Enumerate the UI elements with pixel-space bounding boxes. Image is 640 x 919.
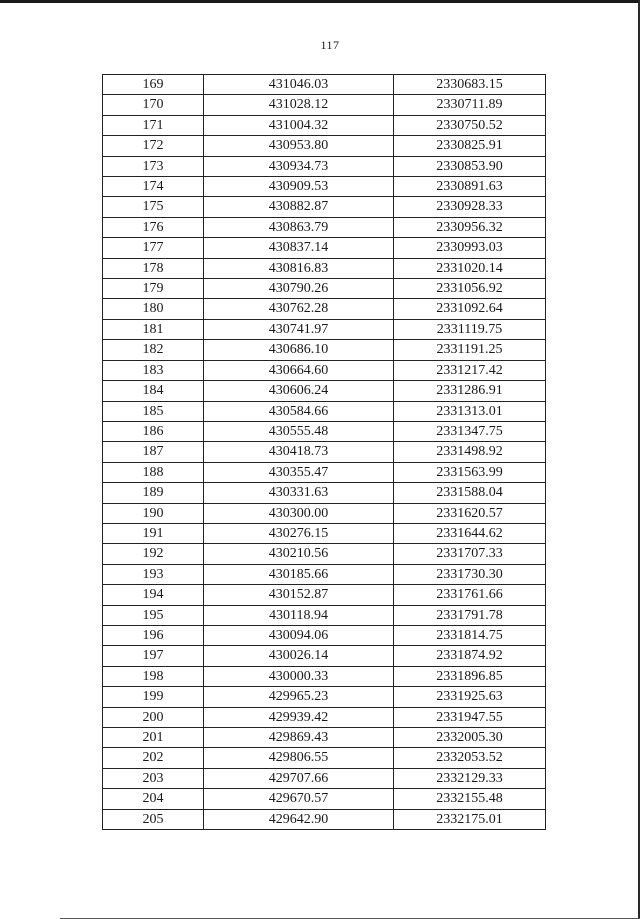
table-row [103,319,546,339]
page-number: 117 [320,38,340,52]
x-coordinate-cell: 430418.73 [204,442,394,462]
x-coordinate-cell: 430762.28 [204,299,394,319]
y-coordinate-cell: 2331620.57 [394,503,546,523]
table-row [103,381,546,401]
x-coordinate-cell: 430555.48 [204,421,394,441]
y-coordinate-cell: 2331056.92 [394,279,546,299]
point-number-cell: 197 [103,646,204,666]
x-coordinate-cell: 430210.56 [204,544,394,564]
table-row [103,585,546,605]
x-coordinate-cell: 429806.55 [204,748,394,768]
table-row [103,340,546,360]
y-coordinate-cell: 2332129.33 [394,768,546,788]
y-coordinate-cell: 2331092.64 [394,299,546,319]
point-number-cell: 199 [103,687,204,707]
y-coordinate-cell: 2331791.78 [394,605,546,625]
table-row [103,95,546,115]
table-row [103,666,546,686]
table-row [103,707,546,727]
point-number-cell: 174 [103,177,204,197]
y-coordinate-cell: 2330750.52 [394,115,546,135]
point-number-cell: 191 [103,523,204,543]
y-coordinate-cell: 2331020.14 [394,258,546,278]
x-coordinate-cell: 430934.73 [204,156,394,176]
y-coordinate-cell: 2331191.25 [394,340,546,360]
point-number-cell: 200 [103,707,204,727]
y-coordinate-cell: 2331896.85 [394,666,546,686]
y-coordinate-cell: 2331761.66 [394,585,546,605]
point-number-cell: 204 [103,789,204,809]
table-row [103,605,546,625]
point-number-cell: 170 [103,95,204,115]
x-coordinate-cell: 430741.97 [204,319,394,339]
point-number-cell: 183 [103,360,204,380]
table-row [103,75,546,95]
x-coordinate-cell: 430118.94 [204,605,394,625]
y-coordinate-cell: 2330956.32 [394,217,546,237]
point-number-cell: 179 [103,279,204,299]
page-top-edge [0,0,640,3]
x-coordinate-cell: 430790.26 [204,279,394,299]
point-number-cell: 189 [103,483,204,503]
y-coordinate-cell: 2330711.89 [394,95,546,115]
x-coordinate-cell: 429869.43 [204,728,394,748]
point-number-cell: 169 [103,75,204,95]
table-row [103,197,546,217]
coordinates-table [102,74,546,830]
table-row [103,646,546,666]
x-coordinate-cell: 430185.66 [204,564,394,584]
x-coordinate-cell: 430863.79 [204,217,394,237]
y-coordinate-cell: 2331925.63 [394,687,546,707]
table-row [103,564,546,584]
table-row [103,768,546,788]
table-row [103,789,546,809]
table-row [103,360,546,380]
table-row [103,217,546,237]
point-number-cell: 171 [103,115,204,135]
point-number-cell: 201 [103,728,204,748]
y-coordinate-cell: 2331563.99 [394,462,546,482]
table-row [103,544,546,564]
y-coordinate-cell: 2331588.04 [394,483,546,503]
x-coordinate-cell: 430152.87 [204,585,394,605]
x-coordinate-cell: 431004.32 [204,115,394,135]
point-number-cell: 185 [103,401,204,421]
point-number-cell: 202 [103,748,204,768]
y-coordinate-cell: 2330993.03 [394,238,546,258]
coordinates-table-body [103,75,546,830]
y-coordinate-cell: 2331730.30 [394,564,546,584]
x-coordinate-cell: 430276.15 [204,523,394,543]
y-coordinate-cell: 2331313.01 [394,401,546,421]
x-coordinate-cell: 430331.63 [204,483,394,503]
x-coordinate-cell: 430882.87 [204,197,394,217]
y-coordinate-cell: 2331119.75 [394,319,546,339]
x-coordinate-cell: 429642.90 [204,809,394,829]
point-number-cell: 184 [103,381,204,401]
x-coordinate-cell: 430686.10 [204,340,394,360]
y-coordinate-cell: 2332175.01 [394,809,546,829]
point-number-cell: 193 [103,564,204,584]
table-row [103,809,546,829]
y-coordinate-cell: 2331814.75 [394,625,546,645]
point-number-cell: 187 [103,442,204,462]
y-coordinate-cell: 2332155.48 [394,789,546,809]
table-row [103,421,546,441]
x-coordinate-cell: 430300.00 [204,503,394,523]
table-row [103,258,546,278]
y-coordinate-cell: 2330928.33 [394,197,546,217]
y-coordinate-cell: 2330683.15 [394,75,546,95]
table-row [103,748,546,768]
table-row [103,503,546,523]
y-coordinate-cell: 2332053.52 [394,748,546,768]
table-row [103,115,546,135]
x-coordinate-cell: 429670.57 [204,789,394,809]
x-coordinate-cell: 431028.12 [204,95,394,115]
table-row [103,523,546,543]
point-number-cell: 186 [103,421,204,441]
table-row [103,687,546,707]
y-coordinate-cell: 2331286.91 [394,381,546,401]
y-coordinate-cell: 2330853.90 [394,156,546,176]
x-coordinate-cell: 430584.66 [204,401,394,421]
x-coordinate-cell: 430000.33 [204,666,394,686]
y-coordinate-cell: 2331217.42 [394,360,546,380]
table-row [103,483,546,503]
point-number-cell: 190 [103,503,204,523]
x-coordinate-cell: 429707.66 [204,768,394,788]
table-row [103,401,546,421]
x-coordinate-cell: 430816.83 [204,258,394,278]
point-number-cell: 188 [103,462,204,482]
point-number-cell: 177 [103,238,204,258]
point-number-cell: 172 [103,136,204,156]
point-number-cell: 194 [103,585,204,605]
x-coordinate-cell: 430909.53 [204,177,394,197]
point-number-cell: 196 [103,625,204,645]
y-coordinate-cell: 2331644.62 [394,523,546,543]
table-row [103,442,546,462]
table-row [103,279,546,299]
point-number-cell: 181 [103,319,204,339]
point-number-cell: 203 [103,768,204,788]
y-coordinate-cell: 2331498.92 [394,442,546,462]
table-row [103,156,546,176]
table-row [103,136,546,156]
x-coordinate-cell: 430355.47 [204,462,394,482]
x-coordinate-cell: 429939.42 [204,707,394,727]
x-coordinate-cell: 430837.14 [204,238,394,258]
point-number-cell: 192 [103,544,204,564]
point-number-cell: 176 [103,217,204,237]
point-number-cell: 175 [103,197,204,217]
table-row [103,625,546,645]
x-coordinate-cell: 430953.80 [204,136,394,156]
table-row [103,238,546,258]
table-row [103,299,546,319]
point-number-cell: 178 [103,258,204,278]
y-coordinate-cell: 2330825.91 [394,136,546,156]
x-coordinate-cell: 430094.06 [204,625,394,645]
y-coordinate-cell: 2332005.30 [394,728,546,748]
table-row [103,462,546,482]
x-coordinate-cell: 430026.14 [204,646,394,666]
x-coordinate-cell: 431046.03 [204,75,394,95]
y-coordinate-cell: 2330891.63 [394,177,546,197]
point-number-cell: 198 [103,666,204,686]
point-number-cell: 180 [103,299,204,319]
x-coordinate-cell: 430664.60 [204,360,394,380]
point-number-cell: 195 [103,605,204,625]
y-coordinate-cell: 2331947.55 [394,707,546,727]
point-number-cell: 173 [103,156,204,176]
point-number-cell: 182 [103,340,204,360]
y-coordinate-cell: 2331707.33 [394,544,546,564]
y-coordinate-cell: 2331347.75 [394,421,546,441]
x-coordinate-cell: 429965.23 [204,687,394,707]
y-coordinate-cell: 2331874.92 [394,646,546,666]
x-coordinate-cell: 430606.24 [204,381,394,401]
table-row [103,728,546,748]
table-row [103,177,546,197]
point-number-cell: 205 [103,809,204,829]
